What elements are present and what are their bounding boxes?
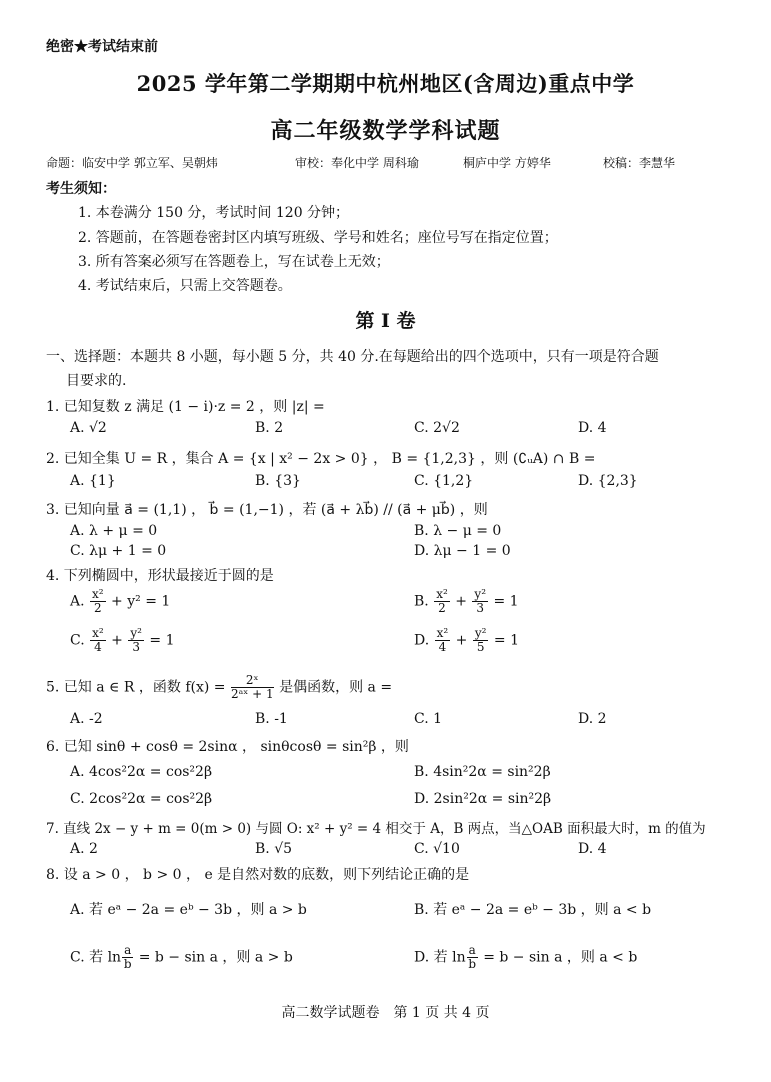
q6-option-a: A. 4cos²2α = cos²2β	[70, 764, 213, 780]
question-5-stem	[46, 674, 392, 701]
fraction: $\frac{\text{y²}}{3}$	[130, 626, 142, 654]
exam-title: 2025 学年第二学期期中杭州地区(含周边)重点中学	[136, 71, 635, 96]
q2-option-d: D. {2,3}	[578, 473, 638, 489]
credit-reviewer-2: 桐庐中学 方婷华	[463, 156, 551, 170]
q5-stem-head: 5. 已知 a ∈ R ，函数	[46, 679, 181, 696]
q6-option-d: D. 2sin²2α = sin²2β	[414, 791, 552, 807]
q8-option-d	[414, 944, 637, 971]
fraction: $\frac{\text{x²}}{4}$	[436, 626, 449, 654]
section-instructions: 一、选择题：本题共 8 小题，每小题 5 分，共 40 分.在每题给出的四个选项中，只有一项是符合题	[46, 349, 659, 365]
fraction: $\frac{a}{b}$	[468, 943, 477, 971]
question-7-stem: 7. 直线 2x − y + m = 0(m > 0) 与圆 O: x² + y² = 4 相交于 A，B 两点，当△OAB 面积最大时，m 的值为	[46, 821, 706, 837]
fraction: $\frac{\text{2ˣ}}{\text{2ᵃˣ + 1}}$	[230, 673, 274, 701]
question-3-stem: 3. 已知向量 a⃗ = (1,1) ， b⃗ = (1,−1) ，若 (a⃗ + λb⃗) // (a⃗ + μb⃗) ，则	[46, 502, 488, 518]
page-footer: 高二数学试题卷 第 1 页 共 4 页	[281, 1005, 490, 1021]
question-1-stem: 1. 已知复数 z 满足 (1 − i)·z = 2 ，则 |z| =	[46, 399, 325, 415]
q8-option-d-tail: = b − sin a ，则 a < b	[483, 949, 638, 966]
q2-option-b: B. {3}	[255, 473, 301, 489]
q3-option-a: A. λ + μ = 0	[70, 523, 158, 539]
credit-author: 命题：临安中学 郭立军、吴朝炜	[46, 156, 218, 170]
q4-option-a-label: A.	[70, 593, 85, 610]
question-4-stem: 4. 下列椭圆中，形状最接近于圆的是	[46, 568, 274, 584]
q4-option-b-tail: = 1	[493, 593, 519, 610]
q2-option-a: A. {1}	[70, 473, 116, 489]
q4-option-c-label: C.	[70, 632, 85, 649]
q7-option-c: C. √10	[414, 841, 460, 857]
exam-subtitle: 高二年级数学学科试题	[270, 118, 501, 144]
q5-function-lhs: f(x) =	[185, 679, 226, 696]
q8-option-c-tail: = b − sin a ，则 a > b	[138, 949, 293, 966]
q7-option-a: A. 2	[70, 841, 98, 857]
question-8-stem: 8. 设 a > 0 ， b > 0 ， e 是自然对数的底数，则下列结论正确的是	[46, 867, 470, 883]
q4-option-c-tail: = 1	[149, 632, 175, 649]
q5-option-d: D. 2	[578, 711, 607, 727]
q4-option-d-tail: = 1	[493, 632, 519, 649]
q5-stem-tail: 是偶函数，则 a =	[279, 679, 393, 696]
credit-proofreader: 校稿：李慧华	[603, 156, 676, 170]
q8-option-c	[70, 944, 293, 971]
q6-option-b: B. 4sin²2α = sin²2β	[414, 764, 551, 780]
credit-reviewer: 审校：奉化中学 周科瑜	[295, 156, 419, 170]
part-title: 第 I 卷	[355, 310, 416, 332]
q5-option-b: B. -1	[255, 711, 288, 727]
q3-option-b: B. λ − μ = 0	[414, 523, 502, 539]
fraction: $\frac{\text{x²}}{4}$	[92, 626, 104, 654]
q4-option-a	[70, 588, 170, 615]
q7-option-d: D. 4	[578, 841, 607, 857]
q1-option-b: B. 2	[255, 420, 284, 436]
q4-option-a-tail: + y² = 1	[111, 593, 171, 610]
q6-option-c: C. 2cos²2α = cos²2β	[70, 791, 213, 807]
section-instructions-cont: 目要求的.	[66, 373, 127, 389]
confidential-tag: 绝密★考试结束前	[46, 39, 158, 55]
note-item: 4. 考试结束后，只需上交答题卷。	[78, 278, 292, 294]
q5-option-c: C. 1	[414, 711, 443, 727]
q5-option-a: A. -2	[70, 711, 103, 727]
q8-option-a: A. 若 eᵃ − 2a = eᵇ − 3b ，则 a > b	[70, 902, 307, 918]
fraction: $\frac{\text{x²}}{2}$	[436, 587, 448, 615]
q3-option-d: D. λμ − 1 = 0	[414, 543, 511, 559]
ln-label: ln	[452, 949, 466, 966]
q4-option-d-label: D.	[414, 632, 430, 649]
fraction: $\frac{a}{b}$	[123, 943, 132, 971]
fraction: $\frac{\text{y²}}{3}$	[474, 587, 487, 615]
question-6-stem: 6. 已知 sinθ + cosθ = 2sinα ， sinθcosθ = sin²β ，则	[46, 739, 409, 755]
note-item: 3. 所有答案必须写在答题卷上，写在试卷上无效；	[78, 254, 390, 270]
q2-option-c: C. {1,2}	[414, 473, 474, 489]
q1-option-d: D. 4	[578, 420, 607, 436]
q4-option-b: B. $\frac{\text{x²}}{2}$ + $\frac{\text{y²}}{3}$ = 1	[414, 587, 519, 615]
note-item: 2. 答题前，在答题卷密封区内填写班级、学号和姓名；座位号写在指定位置；	[78, 230, 558, 246]
q8-option-d-label: D. 若	[414, 949, 448, 966]
notes-heading: 考生须知：	[46, 181, 116, 197]
fraction: $\frac{\text{y²}}{5}$	[474, 626, 487, 654]
q3-option-c: C. λμ + 1 = 0	[70, 543, 167, 559]
q1-option-c: C. 2√2	[414, 420, 460, 436]
q4-option-b-label: B.	[414, 593, 429, 610]
fraction: $\frac{\text{x²}}{2}$	[92, 587, 104, 615]
q8-option-b: B. 若 eᵃ − 2a = eᵇ − 3b ，则 a < b	[414, 902, 652, 918]
q1-option-a: A. √2	[70, 420, 107, 436]
q4-option-d: D. $\frac{\text{x²}}{4}$ + $\frac{\text{y²}}{5}$ = 1	[414, 626, 519, 654]
q8-option-c-label: C. 若	[70, 949, 104, 966]
ln-label: ln	[107, 949, 122, 966]
note-item: 1. 本卷满分 150 分，考试时间 120 分钟；	[78, 205, 350, 221]
q4-option-c: C. $\frac{\text{x²}}{4}$ + $\frac{\text{y²}}{3}$ = 1	[70, 626, 175, 654]
q7-option-b: B. √5	[255, 841, 293, 857]
question-2-stem: 2. 已知全集 U = R ，集合 A = {x | x² − 2x > 0} ， B = {1,2,3} ，则 (∁ᵤA) ∩ B =	[46, 451, 596, 467]
